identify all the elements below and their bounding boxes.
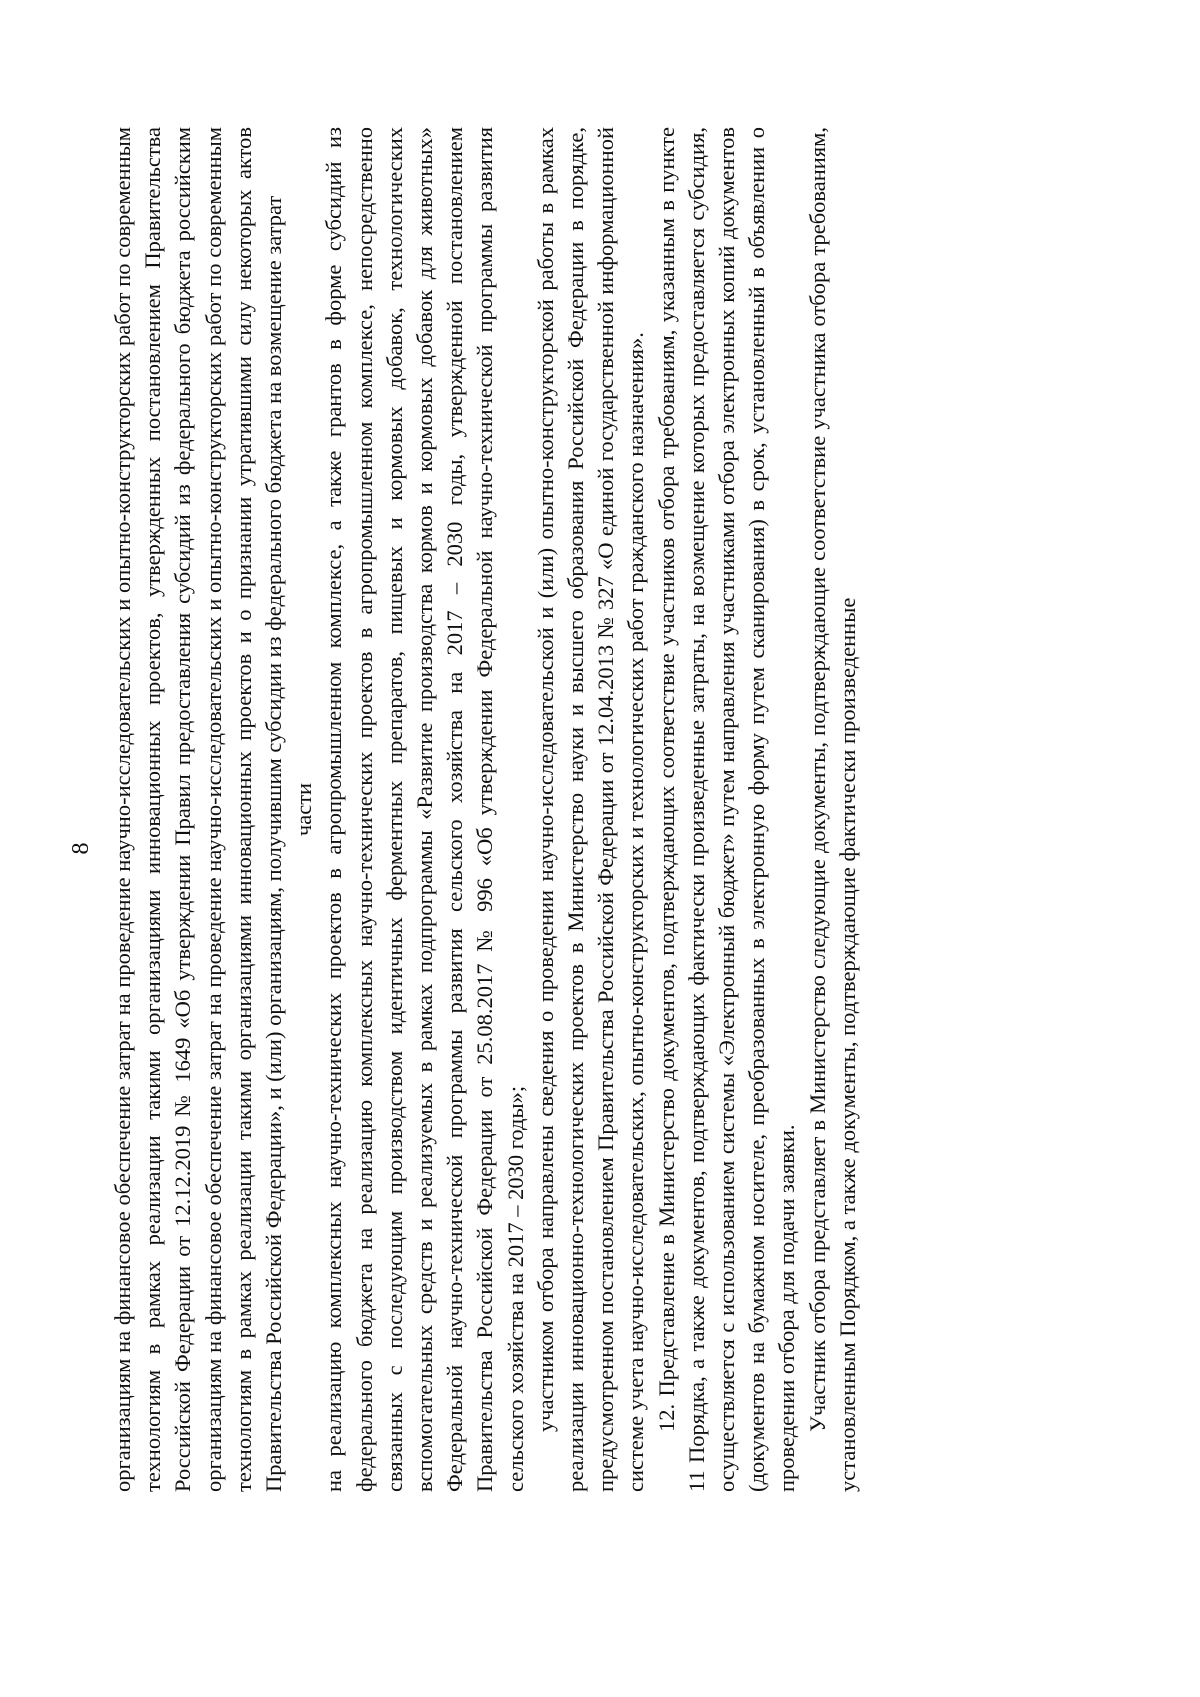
paragraph-4: участником отбора направлены сведения о проведении научно-исследовательской и (или) опытно-конструкторской работы в рамках реализации инновационно-технологических проектов в Министерство науки и высшего образования Российской Федерации в порядке, предусмотренном постановлением Правительства Российской Федерации от 12.04.2013 № 327 «О единой государственной информационной системе учета научно-исследовательских, опытно-конструкторских и технологических работ гражданского назначения». <box>532 127 649 1492</box>
page-number: 8 <box>68 842 94 855</box>
paragraph-6: Участник отбора представляет в Министерство следующие документы, подтверждающие соответствие участника отбора требованиям, установленным Порядком, а также документы, подтверждающие фактически произведенные <box>804 127 860 1492</box>
paragraph-3: на реализацию комплексных научно-технических проектов в агропромышленном комплексе, а также грантов в форме субсидий из федерального бюджета на реализацию комплексных научно-технических проектов в агропромышленном комплексе, непосредственно связанных с последующим производством идентичных ферментных препаратов, пищевых и кормовых добавок, технологических вспомогательных средств и реализуемых в рамках подпрограммы «Развитие производства кормов и кормовых добавок для животных» Федеральной научно-технической программы развития сельского хозяйства на 2017 – 2030 годы, утвержденной постановлением Правительства Российской Федерации от 25.08.2017 № 996 «Об утверждении Федеральной научно-технической программы развития сельского хозяйства на 2017 – 2030 годы»; <box>321 127 528 1492</box>
paragraph-2: части <box>291 782 317 837</box>
document-body <box>108 127 863 1492</box>
paragraph-1: организациям на финансовое обеспечение затрат на проведение научно-исследовательских и опытно-конструкторских работ по современным технологиям в рамках реализации такими организациями инновационных проектов, утвержденных постановлением Правительства Российской Федерации от 12.12.2019 № 1649 «Об утверждении Правил предоставления субсидий из федерального бюджета российским организациям на финансовое обеспечение затрат на проведение научно-исследовательских и опытно-конструкторских работ по современным технологиям в рамках реализации такими организациями инновационных проектов и о признании утратившими силу некоторых актов Правительства Российской Федерации», и (или) организациям, получившим субсидии из федерального бюджета на возмещение затрат <box>110 127 287 1492</box>
paragraph-5: 12. Представление в Министерство документов, подтверждающих соответствие участников отбора требованиям, указанным в пункте 11 Порядка, а также документов, подтверждающих фактически произведенные затраты, на возмещение которых предоставляется субсидия, осуществляется с использованием системы «Электронный бюджет» путем направления участниками отбора электронных копий документов (документов на бумажном носителе, преобразованных в электронную форму путем сканирования) в срок, установленный в объявлении о проведении отбора для подачи заявки. <box>653 127 800 1492</box>
